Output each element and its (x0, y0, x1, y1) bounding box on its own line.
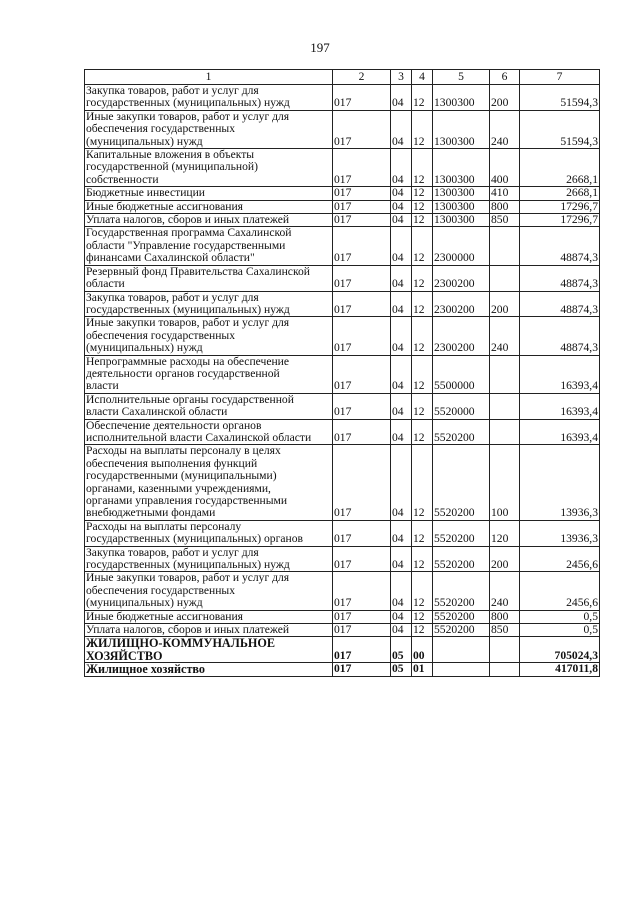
section-code: 017 (333, 624, 391, 637)
section-code: 017 (333, 200, 391, 213)
amount: 2456,6 (520, 546, 600, 572)
table-row (85, 624, 600, 637)
row-name (85, 291, 333, 317)
expense-type-code (490, 637, 520, 663)
chapter-code: 04 (391, 317, 412, 355)
table-row (85, 317, 600, 355)
section-code: 017 (333, 355, 391, 393)
row-name (85, 149, 333, 187)
row-name-line: Непрограммные расходы на обеспечение (86, 355, 290, 368)
table-row (85, 214, 600, 227)
header-cell: 1 (85, 70, 333, 85)
amount: 48874,3 (520, 317, 600, 355)
row-name (85, 200, 333, 213)
expense-type-code (490, 419, 520, 445)
amount: 705024,3 (520, 637, 600, 663)
amount: 16393,4 (520, 393, 600, 419)
chapter-code: 04 (391, 214, 412, 227)
row-name-line: Исполнительные органы государственной (86, 393, 294, 406)
row-name (85, 419, 333, 445)
table-row (85, 85, 600, 111)
section-code: 017 (333, 214, 391, 227)
section-code: 017 (333, 572, 391, 610)
row-name-line: Закупка товаров, работ и услуг для (86, 546, 259, 559)
target-article-code: 1300300 (433, 187, 490, 200)
target-article-code: 5520200 (433, 572, 490, 610)
amount: 17296,7 (520, 200, 600, 213)
row-name-line: (муниципальных) нужд (86, 341, 203, 355)
target-article-code: 5520200 (433, 546, 490, 572)
table-row (85, 637, 600, 663)
expense-type-code: 200 (490, 291, 520, 317)
chapter-code: 04 (391, 265, 412, 291)
target-article-code: 5520200 (433, 419, 490, 445)
row-name (85, 265, 333, 291)
row-name-line: Иные закупки товаров, работ и услуг для (86, 571, 290, 585)
amount: 16393,4 (520, 419, 600, 445)
subchapter-code: 12 (412, 110, 433, 148)
section-code: 017 (333, 265, 391, 291)
table-row (85, 291, 600, 317)
table-row (85, 610, 600, 623)
subchapter-code: 12 (412, 265, 433, 291)
row-name-line: обеспечения государственных (86, 122, 236, 136)
section-code: 017 (333, 227, 391, 265)
page-number: 197 (310, 40, 330, 55)
row-name-line: власти (86, 379, 119, 393)
row-name-line: Закупка товаров, работ и услуг для (86, 84, 259, 97)
chapter-code: 04 (391, 520, 412, 546)
row-name (85, 393, 333, 419)
header-cell: 6 (490, 70, 520, 85)
chapter-code: 04 (391, 291, 412, 317)
table-row (85, 393, 600, 419)
amount: 51594,3 (520, 110, 600, 148)
chapter-code: 05 (391, 663, 412, 676)
target-article-code (433, 663, 490, 676)
row-name-line: ЖИЛИЩНО-КОММУНАЛЬНОЕ (86, 636, 275, 651)
chapter-code: 04 (391, 610, 412, 623)
expense-type-code: 240 (490, 572, 520, 610)
expense-type-code (490, 393, 520, 419)
section-code: 017 (333, 610, 391, 623)
table-row (85, 149, 600, 187)
chapter-code: 04 (391, 187, 412, 200)
target-article-code: 2300200 (433, 317, 490, 355)
row-name-line: области "Управление государственными (86, 238, 286, 252)
row-name (85, 445, 333, 520)
row-name-line: государственных (муниципальных) органов (86, 532, 303, 546)
section-code: 017 (333, 445, 391, 520)
amount: 48874,3 (520, 291, 600, 317)
section-code: 017 (333, 637, 391, 663)
row-name-line: Иные бюджетные ассигнования (86, 610, 243, 623)
header-cell: 2 (333, 70, 391, 85)
row-name-line: обеспечения государственных (86, 583, 236, 597)
row-name-line: исполнительной власти Сахалинской области (86, 430, 312, 444)
row-name (85, 110, 333, 148)
subchapter-code: 12 (412, 149, 433, 187)
chapter-code: 04 (391, 355, 412, 393)
target-article-code: 1300300 (433, 85, 490, 111)
header-cell: 7 (520, 70, 600, 85)
section-code: 017 (333, 520, 391, 546)
table-row (85, 200, 600, 213)
target-article-code: 5520200 (433, 610, 490, 623)
amount: 2456,6 (520, 572, 600, 610)
subchapter-code: 12 (412, 214, 433, 227)
amount: 0,5 (520, 624, 600, 637)
table-row (85, 546, 600, 572)
subchapter-code: 12 (412, 624, 433, 637)
row-name (85, 227, 333, 265)
amount: 2668,1 (520, 149, 600, 187)
chapter-code: 04 (391, 445, 412, 520)
chapter-code: 04 (391, 200, 412, 213)
expense-type-code: 410 (490, 187, 520, 200)
row-name-line: Иные закупки товаров, работ и услуг для (86, 110, 290, 123)
expense-type-code (490, 265, 520, 291)
row-name-line: Иные закупки товаров, работ и услуг для (86, 316, 290, 330)
row-name-line: Закупка товаров, работ и услуг для (86, 291, 259, 304)
target-article-code: 5520200 (433, 445, 490, 520)
subchapter-code: 12 (412, 187, 433, 200)
row-name-line: деятельности органов государственной (86, 366, 280, 380)
chapter-code: 04 (391, 624, 412, 637)
row-name-line: государственных (муниципальных) нужд (86, 302, 290, 316)
row-name-line: Резервный фонд Правительства Сахалинской (86, 265, 311, 278)
target-article-code: 1300300 (433, 110, 490, 148)
row-name-line: Уплата налогов, сборов и иных платежей (86, 623, 290, 637)
row-name-line: обеспечения государственных (86, 328, 236, 342)
subchapter-code: 12 (412, 355, 433, 393)
target-article-code: 5520200 (433, 520, 490, 546)
subchapter-code: 12 (412, 445, 433, 520)
row-name-line: Жилищное хозяйство (86, 662, 206, 677)
expense-type-code: 850 (490, 214, 520, 227)
subchapter-code: 12 (412, 291, 433, 317)
table-row (85, 227, 600, 265)
target-article-code: 2300200 (433, 291, 490, 317)
amount: 417011,8 (520, 663, 600, 676)
amount: 13936,3 (520, 520, 600, 546)
row-name-line: ХОЗЯЙСТВО (86, 648, 163, 663)
row-name-line: внебюджетными фондами (86, 506, 216, 520)
expense-type-code: 800 (490, 610, 520, 623)
amount: 51594,3 (520, 85, 600, 111)
table-row (85, 355, 600, 393)
section-code: 017 (333, 187, 391, 200)
row-name (85, 663, 333, 676)
amount: 16393,4 (520, 355, 600, 393)
expense-type-code (490, 227, 520, 265)
target-article-code: 1300300 (433, 200, 490, 213)
target-article-code: 1300300 (433, 149, 490, 187)
chapter-code: 04 (391, 149, 412, 187)
header-cell: 4 (412, 70, 433, 85)
row-name-line: Бюджетные инвестиции (86, 186, 206, 200)
row-name-line: Обеспечение деятельности органов (86, 419, 262, 432)
chapter-code: 04 (391, 572, 412, 610)
subchapter-code: 12 (412, 317, 433, 355)
row-name (85, 214, 333, 227)
row-name (85, 610, 333, 623)
subchapter-code: 12 (412, 227, 433, 265)
table-row (85, 110, 600, 148)
table-row (85, 265, 600, 291)
header-cell: 5 (433, 70, 490, 85)
table-row (85, 187, 600, 200)
subchapter-code: 12 (412, 419, 433, 445)
subchapter-code: 12 (412, 610, 433, 623)
section-code: 017 (333, 317, 391, 355)
section-code: 017 (333, 85, 391, 111)
expense-type-code: 200 (490, 546, 520, 572)
row-name (85, 187, 333, 200)
row-name-line: финансами Сахалинской области" (86, 251, 255, 265)
target-article-code (433, 637, 490, 663)
row-name (85, 624, 333, 637)
row-name (85, 572, 333, 610)
table-row (85, 520, 600, 546)
amount: 2668,1 (520, 187, 600, 200)
table-row (85, 419, 600, 445)
expense-type-code: 240 (490, 110, 520, 148)
subchapter-code: 12 (412, 546, 433, 572)
row-name (85, 85, 333, 111)
row-name-line: государственных (муниципальных) нужд (86, 96, 290, 110)
header-row (85, 70, 600, 85)
section-code: 017 (333, 110, 391, 148)
amount: 48874,3 (520, 227, 600, 265)
expense-type-code: 850 (490, 624, 520, 637)
row-name (85, 520, 333, 546)
subchapter-code: 12 (412, 520, 433, 546)
subchapter-code: 12 (412, 85, 433, 111)
subchapter-code: 12 (412, 200, 433, 213)
target-article-code: 5500000 (433, 355, 490, 393)
expense-type-code: 240 (490, 317, 520, 355)
row-name (85, 546, 333, 572)
chapter-code: 04 (391, 85, 412, 111)
chapter-code: 04 (391, 393, 412, 419)
row-name-line: обеспечения выполнения функций (86, 456, 258, 470)
row-name (85, 355, 333, 393)
expense-type-code: 200 (490, 85, 520, 111)
table-row (85, 445, 600, 520)
expense-type-code: 400 (490, 149, 520, 187)
target-article-code: 5520000 (433, 393, 490, 419)
row-name (85, 317, 333, 355)
row-name-line: власти Сахалинской области (86, 405, 228, 419)
row-name-line: Расходы на выплаты персоналу (86, 520, 242, 533)
section-code: 017 (333, 663, 391, 676)
subchapter-code: 00 (412, 637, 433, 663)
chapter-code: 04 (391, 227, 412, 265)
section-code: 017 (333, 149, 391, 187)
row-name-line: Государственная программа Сахалинской (86, 226, 292, 240)
row-name-line: собственности (86, 172, 159, 186)
section-code: 017 (333, 291, 391, 317)
row-name-line: Капитальные вложения в объекты (86, 148, 255, 162)
chapter-code: 04 (391, 110, 412, 148)
section-code: 017 (333, 393, 391, 419)
row-name-line: области (86, 277, 125, 291)
amount: 48874,3 (520, 265, 600, 291)
expense-type-code: 800 (490, 200, 520, 213)
chapter-code: 04 (391, 419, 412, 445)
subchapter-code: 12 (412, 393, 433, 419)
section-code: 017 (333, 419, 391, 445)
amount: 17296,7 (520, 214, 600, 227)
row-name-line: (муниципальных) нужд (86, 596, 203, 610)
row-name-line: Уплата налогов, сборов и иных платежей (86, 213, 290, 227)
target-article-code: 1300300 (433, 214, 490, 227)
row-name-line: (муниципальных) нужд (86, 134, 203, 148)
subchapter-code: 12 (412, 572, 433, 610)
expense-type-code: 120 (490, 520, 520, 546)
target-article-code: 5520200 (433, 624, 490, 637)
table-row (85, 572, 600, 610)
section-code: 017 (333, 546, 391, 572)
chapter-code: 04 (391, 546, 412, 572)
budget-table (84, 69, 600, 677)
expense-type-code (490, 355, 520, 393)
target-article-code: 2300200 (433, 265, 490, 291)
amount: 13936,3 (520, 445, 600, 520)
chapter-code: 05 (391, 637, 412, 663)
row-name-line: Расходы на выплаты персоналу в целях (86, 444, 281, 458)
row-name-line: Иные бюджетные ассигнования (86, 200, 243, 213)
table-row (85, 663, 600, 676)
expense-type-code: 100 (490, 445, 520, 520)
row-name (85, 637, 333, 663)
row-name-line: государственной (муниципальной) (86, 160, 258, 174)
expense-type-code (490, 663, 520, 676)
row-name-line: органами, казенными учреждениями, (86, 481, 271, 495)
header-cell: 3 (391, 70, 412, 85)
subchapter-code: 01 (412, 663, 433, 676)
row-name-line: государственных (муниципальных) нужд (86, 558, 290, 572)
row-name-line: государственными (муниципальными) (86, 469, 277, 483)
target-article-code: 2300000 (433, 227, 490, 265)
row-name-line: органами управления государственными (86, 494, 288, 507)
amount: 0,5 (520, 610, 600, 623)
